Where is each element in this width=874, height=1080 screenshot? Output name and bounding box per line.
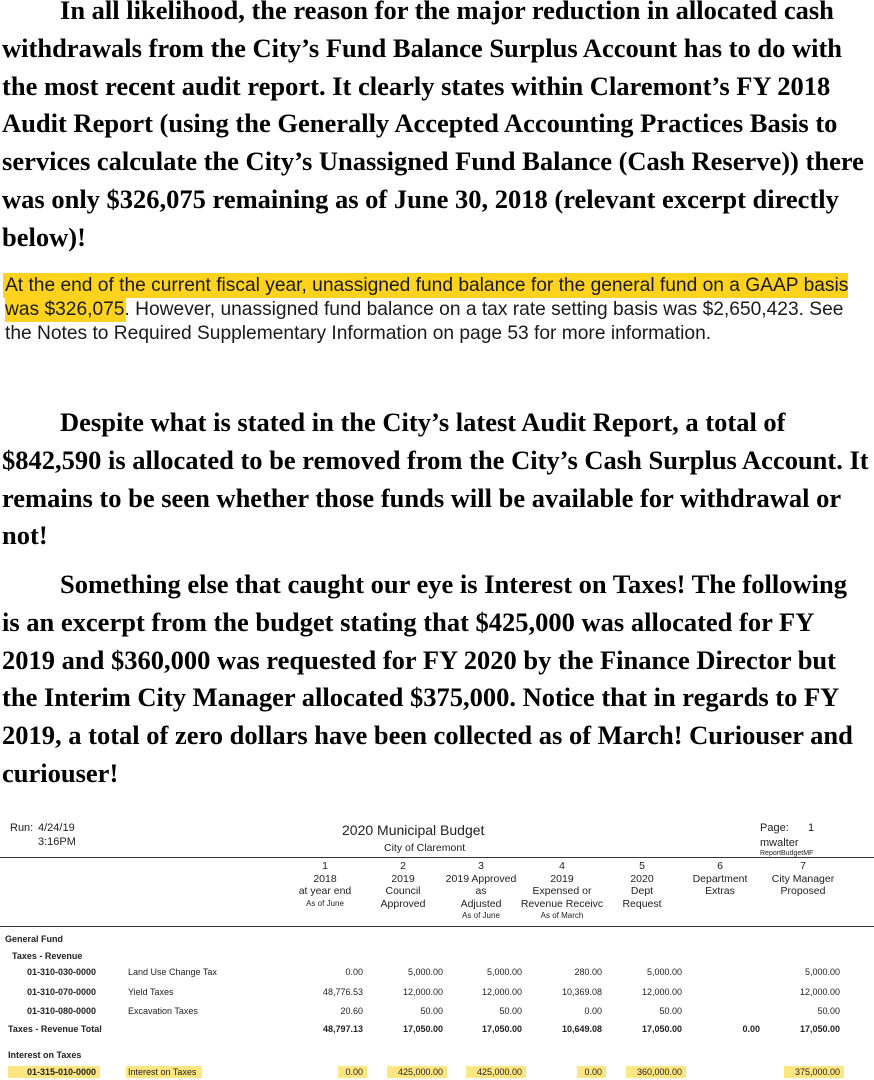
column-header-5 [597, 860, 687, 910]
column-as-of: As of March [540, 911, 584, 920]
run-time: 3:16PM [38, 836, 76, 848]
table-row-value-col1: 48,776.53 [322, 987, 363, 997]
page-label: Page: [760, 822, 789, 834]
column-header-1 [280, 860, 370, 910]
column-title-line: 2019 [550, 872, 574, 885]
table-row-value-col3: 5,000.00 [486, 967, 522, 977]
interest-row-value-col5: 360,000.00 [636, 1067, 682, 1077]
column-header-7 [758, 860, 848, 898]
table-row-value-col2: 50.00 [420, 1006, 443, 1016]
column-title-line: 2019 Approved [445, 872, 517, 885]
interest-row-value-col7: 375,000.00 [794, 1067, 840, 1077]
column-as-of: As of June [306, 898, 344, 908]
table-row-value-col3: 50.00 [499, 1006, 522, 1016]
column-title-line: Proposed [780, 885, 826, 897]
general-fund-heading: General Fund [5, 934, 64, 944]
table-row-account: 01-310-070-0000 [27, 987, 97, 997]
table-row-value-col2: 12,000.00 [402, 987, 443, 997]
table-row-value-col5: 5,000.00 [646, 967, 682, 977]
column-number: 3 [478, 860, 484, 872]
total-row-value-col2: 17,050.00 [402, 1024, 443, 1034]
column-title-line: Department [692, 872, 748, 885]
interest-row-value-col4: 0.00 [584, 1067, 602, 1077]
table-row-value-col4: 10,369.08 [561, 987, 602, 997]
table-row-account: 01-310-030-0000 [27, 967, 97, 977]
report-user: mwalter [760, 837, 799, 849]
table-row-account: 01-310-080-0000 [27, 1006, 97, 1016]
column-number: 4 [559, 860, 565, 872]
column-title-line: 2019 [391, 872, 415, 885]
table-row-value-col2: 5,000.00 [407, 967, 443, 977]
table-row-value-col1: 20.60 [340, 1006, 363, 1016]
column-header-4 [517, 860, 607, 923]
budget-excerpt [0, 818, 874, 1080]
paragraph-interest-on-taxes: Something else that caught our eye is Interest on Taxes! The following is an excerpt from the budget stating that $425,000 was allocated for FY 2019 and $360,000 was requested for FY 2020 by the Finance Director but the Interim City Manager allocated $375,000. Notice that in regards to FY 2019, a total of zero dollars have been collected as of March! Curiouser and curiouser! [2, 569, 853, 788]
table-row-value-col7: 12,000.00 [799, 987, 840, 997]
taxes-revenue-heading: Taxes - Revenue [12, 951, 83, 961]
table-row-description: Excavation Taxes [128, 1006, 198, 1016]
total-row-description: Taxes - Revenue Total [8, 1024, 102, 1034]
column-number: 7 [800, 860, 806, 872]
column-title-line: Revenue Receivc [520, 897, 604, 910]
interest-row-account: 01-315-010-0000 [27, 1067, 97, 1077]
report-title: 2020 Municipal Budget [342, 822, 485, 838]
audit-excerpt [5, 274, 867, 346]
column-title-line: 2020 [630, 872, 654, 885]
column-number: 5 [639, 860, 645, 872]
column-title-line: Extras [705, 885, 735, 897]
total-row-value-col4: 10,649.08 [561, 1024, 602, 1034]
column-title-line: Dept [630, 885, 654, 897]
excerpt-rest-text: . However, unassigned fund balance on a tax rate setting basis was $2,650,423. See the Notes to Required Supplementary Information on page 53 for more information. [5, 299, 844, 344]
header-rule-top [0, 857, 874, 858]
table-row-value-col7: 5,000.00 [804, 967, 840, 977]
interest-on-taxes-heading: Interest on Taxes [8, 1050, 82, 1060]
column-number: 1 [322, 860, 328, 872]
interest-row-value-col1: 0.00 [345, 1067, 363, 1077]
column-title-line: City Manager [771, 872, 835, 885]
table-row-value-col5: 50.00 [659, 1006, 682, 1016]
interest-row-value-col2: 425,000.00 [397, 1067, 443, 1077]
header-rule-bottom [0, 926, 874, 927]
total-row-value-col1: 48,797.13 [322, 1024, 363, 1034]
report-id: ReportBudgetMF [760, 850, 814, 857]
column-title-line: 2018 [313, 872, 337, 885]
interest-row-value-col3: 425,000.00 [476, 1067, 522, 1077]
column-as-of: As of June [462, 911, 500, 920]
column-title-line: Expensed or [532, 885, 592, 897]
page-number: 1 [808, 822, 815, 834]
table-row-value-col5: 12,000.00 [641, 987, 682, 997]
column-title-line: at year end [298, 885, 352, 897]
column-title-line: Request [622, 897, 662, 910]
column-number: 6 [717, 860, 723, 872]
column-number: 2 [400, 860, 406, 872]
table-row-value-col3: 12,000.00 [481, 987, 522, 997]
table-row-value-col4: 280.00 [574, 967, 602, 977]
total-row-value-col6: 0.00 [742, 1024, 760, 1034]
paragraph-cash-surplus: Despite what is stated in the City’s latest Audit Report, a total of $842,590 is allocated to be removed from the City’s Cash Surplus Account. It remains to be seen whether those funds will be available for withdrawal or not! [2, 407, 869, 551]
table-row-value-col7: 50.00 [817, 1006, 840, 1016]
table-row-description: Yield Taxes [128, 987, 174, 997]
column-header-3 [436, 860, 526, 923]
column-header-6 [675, 860, 765, 898]
table-row-value-col4: 0.00 [584, 1006, 602, 1016]
column-title-line: Approved [380, 897, 426, 910]
column-title-line: Adjusted [460, 897, 502, 910]
table-row-value-col1: 0.00 [345, 967, 363, 977]
column-header-2 [358, 860, 448, 910]
paragraph-audit-reduction: In all likelihood, the reason for the major reduction in allocated cash withdrawals from the City’s Fund Balance Surplus Account has to do with the most recent audit report. It clearly states within Claremont’s FY 2018 Audit Report (using the Generally Accepted Accounting Practices Basis to services calculate the City’s Unassigned Fund Balance (Cash Reserve)) there was only $326,075 remaining as of June 30, 2018 (relevant excerpt directly below)! [2, 0, 864, 252]
interest-row-description: Interest on Taxes [128, 1067, 197, 1077]
report-subtitle: City of Claremont [384, 842, 466, 854]
run-date: 4/24/19 [38, 822, 75, 834]
total-row-value-col5: 17,050.00 [641, 1024, 682, 1034]
total-row-value-col7: 17,050.00 [799, 1024, 840, 1034]
run-label: Run: [10, 822, 34, 834]
table-row-description: Land Use Change Tax [128, 967, 217, 977]
excerpt-highlighted-text: At the end of the current fiscal year, unassigned fund balance for the general fund on a GAAP basis was $326,075 [5, 275, 849, 320]
total-row-value-col3: 17,050.00 [481, 1024, 522, 1034]
column-title-line: as [475, 885, 487, 897]
column-title-line: Council [385, 885, 421, 897]
